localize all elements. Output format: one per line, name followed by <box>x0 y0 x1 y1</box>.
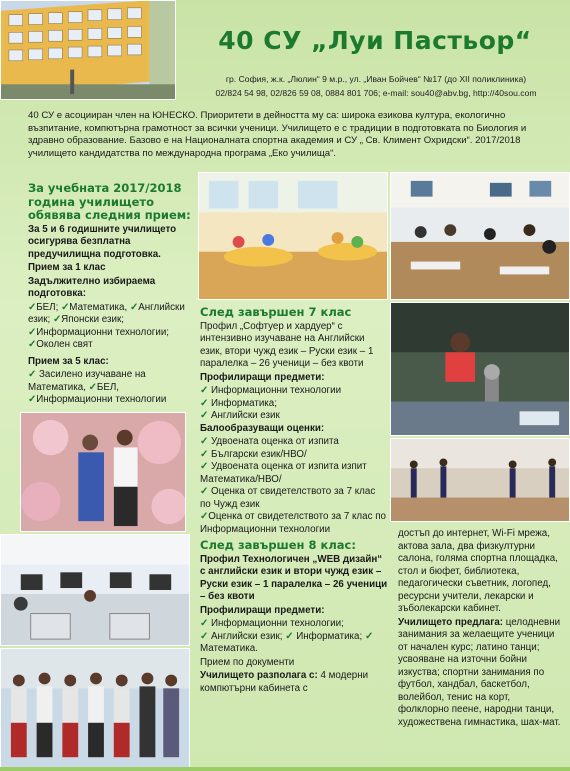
list-item: ✓ Английски език <box>200 410 280 421</box>
list-item: ✓ Удвоената оценка от изпита изпит Математика/НВО/ <box>200 461 367 485</box>
check-icon: ✓ <box>285 630 294 642</box>
check-icon: ✓ <box>200 436 209 447</box>
check-icon: ✓ <box>200 486 209 497</box>
microscope-lab-photo <box>390 302 570 436</box>
address-line: гр. София, ж.к. „Люлин“ 9 м.р., ул. „Иван Бойчев“ №17 (до XII поликлиника) <box>225 74 527 84</box>
check-icon: ✓ <box>28 369 37 380</box>
offers-text: Училището предлага: целодневни занимания за желаещите ученици от начален курс; латино танци; усвояване на източни бойни изкуства; спортни занимания по футбол, хандбал, баскетбол, волейбол, тенис на корт, фолклорно пеене, народни танци, художествена гимнастика, шах-мат. <box>398 616 561 728</box>
check-icon: ✓ <box>129 301 139 313</box>
gym-volleyball-photo <box>390 438 570 522</box>
facilities-continued: достъп до интернет, Wi-Fi мрежа, актова зала, два физкултурни салона, голяма спортна площадка, стол и бюфет, библиотека, педагогически съветник, логопед, ресурсни учители, лекарски и зъболекарски кабинет. <box>398 528 558 614</box>
after-grade8-heading: След завършен 8 клас: <box>200 538 356 552</box>
check-icon: ✓ <box>52 314 62 325</box>
check-icon: ✓ <box>200 410 209 421</box>
kindergarten-photo <box>198 172 388 300</box>
footer-bar <box>0 767 570 771</box>
phones-line: 02/824 54 98, 02/826 59 08, 0884 801 706; e-mail: sou40@abv.bg, http://40sou.com <box>215 88 537 98</box>
check-icon: ✓ <box>200 448 209 460</box>
prof-subjects8-list: ✓ Информационни технологии; ✓ Английски език; ✓ Информатика; ✓ Математика. <box>200 618 374 654</box>
facilities-text: Училището разполага с: 4 модерни компютърни кабинета с <box>200 670 369 694</box>
prof-subjects-title: Профилиращи предмети: <box>200 371 325 383</box>
check-icon: ✓ <box>88 381 97 393</box>
list-item: ✓ Български език/НВО/ <box>200 448 307 460</box>
check-icon: ✓ <box>200 397 209 409</box>
prof-subjects8-title: Профилиращи предмети: <box>200 604 325 616</box>
check-icon: ✓ <box>200 385 209 396</box>
students-costume-photo <box>20 412 186 532</box>
grade1-subtitle: Задължително избираема подготовка: <box>28 275 156 299</box>
check-icon: ✓ <box>200 630 209 642</box>
folklore-group-photo <box>0 648 190 771</box>
grade1-list: ✓БЕЛ; ✓Математика, ✓Английски език; ✓Японски език; ✓Информационни технологии; ✓Околен свят <box>28 301 185 350</box>
profile8-text: Профил Технологичен „WEB дизайн“ с английски език и втори чужд език – Руски език – 1 паралелка – 26 ученици – без квоти <box>200 553 388 602</box>
preschool-text: За 5 и 6 годишните училището осигурява безплатна предучилищна подготовка. <box>28 223 177 260</box>
profile7-text: Профил „Софтуер и хардуер“ с интензивно изучаване на Английски език, втори чужд език – Руски език – 1 паралелка – 26 ученици – без квоти <box>200 320 374 369</box>
check-icon: ✓ <box>28 326 37 338</box>
admissions-heading: За учебната 2017/2018 година училището обявява следния прием: <box>28 181 191 222</box>
admissions-column <box>28 182 194 408</box>
grade1-title: Прием за 1 клас <box>28 262 106 273</box>
intro-paragraph: 40 СУ е асоцииран член на ЮНЕСКО. Приоритети в дейността му са: широка езикова култура, екологично възпитание, компютърна грамотност за всички ученици. Училището е с традиции в подготовката по Биология и здравно образование. Базово е на Националната спортна академия и СУ „ Св. Климент Охридски“. 2017/2018 училището кандидатства по международна програма „Еко училища“. <box>28 110 527 159</box>
check-icon: ✓ <box>200 461 209 472</box>
grade5-list: ✓ Засилено изучаване на Математика, ✓БЕЛ, ✓Информационни технологии <box>28 369 167 405</box>
computer-lab-photo <box>0 534 190 646</box>
school-building-photo <box>0 0 176 100</box>
check-icon: ✓ <box>364 630 374 642</box>
check-icon: ✓ <box>200 618 209 629</box>
list-item: ✓ Информатика; <box>200 397 277 409</box>
contact-info <box>190 72 562 100</box>
after-grade7-heading: След завършен 7 клас <box>200 305 352 319</box>
grade5-title: Прием за 5 клас: <box>28 355 109 367</box>
list-item: ✓ Информационни технологии <box>200 385 342 396</box>
docs-text: Прием по документи <box>200 656 295 668</box>
list-item: ✓ Удвоената оценка от изпита <box>200 436 339 447</box>
check-icon: ✓ <box>200 511 209 522</box>
page-title: 40 СУ „Луи Пастьор“ <box>218 26 532 55</box>
scores-title: Балообразуващи оценки: <box>200 422 325 434</box>
check-icon: ✓ <box>28 301 37 313</box>
check-icon: ✓ <box>28 394 37 405</box>
profiles-column <box>200 306 388 696</box>
check-icon: ✓ <box>28 339 37 350</box>
list-item: ✓Оценка от свидетелството за 7 клас по Информационни технологии <box>200 511 386 535</box>
facilities-column <box>398 528 562 730</box>
check-icon: ✓ <box>61 301 70 313</box>
list-item: ✓ Оценка от свидетелството за 7 клас по Чужд език <box>200 486 376 510</box>
classroom-photo <box>390 172 570 300</box>
